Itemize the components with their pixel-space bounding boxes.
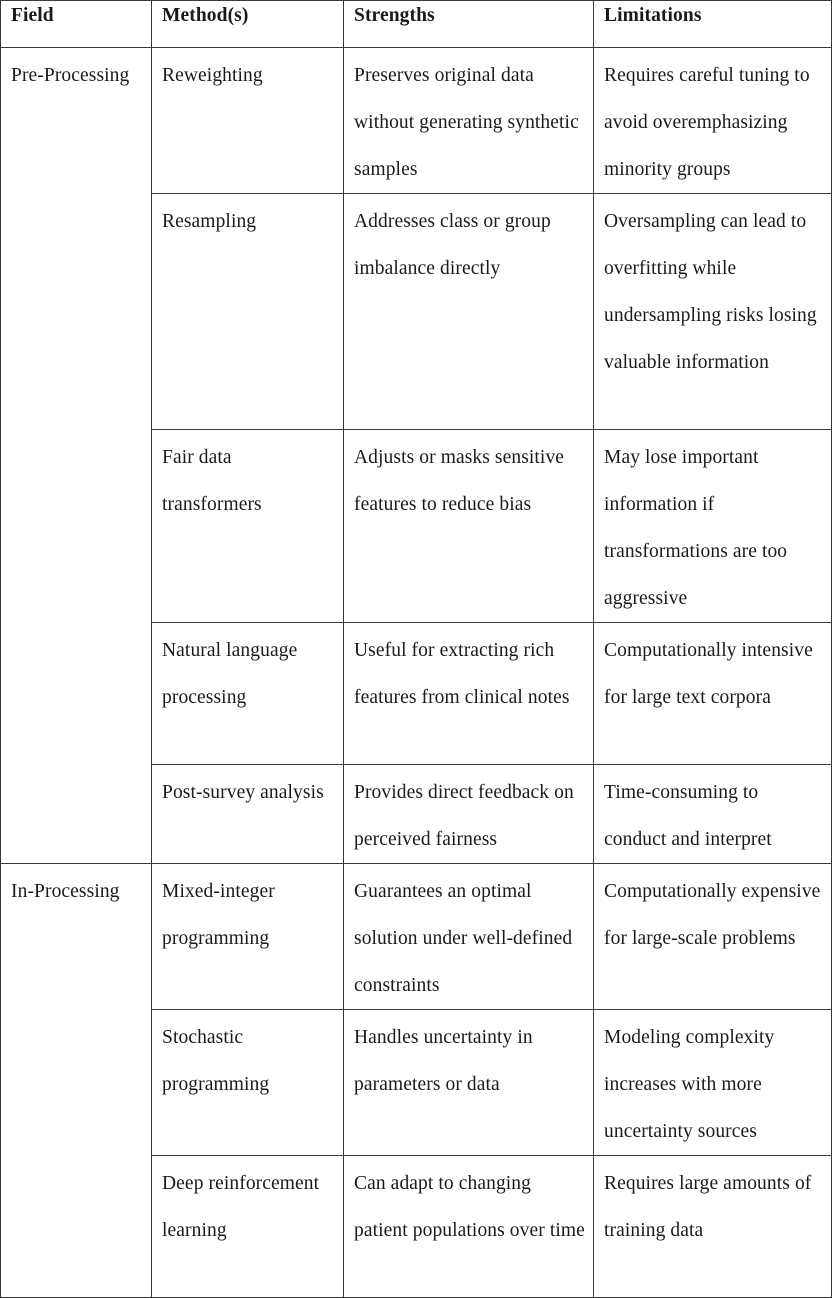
method-cell: Reweighting	[152, 48, 344, 194]
strengths-cell: Useful for extracting rich features from clinical notes	[344, 623, 594, 765]
strengths-cell: Preserves original data without generating synthetic samples	[344, 48, 594, 194]
limitations-cell: Computationally intensive for large text corpora	[594, 623, 832, 765]
method-cell: Resampling	[152, 194, 344, 430]
method-cell: Mixed-integer programming	[152, 864, 344, 1010]
strengths-cell: Provides direct feedback on perceived fairness	[344, 765, 594, 864]
limitations-cell: Modeling complexity increases with more uncertainty sources	[594, 1010, 832, 1156]
limitations-cell: Requires large amounts of training data	[594, 1156, 832, 1298]
header-field: Field	[1, 1, 152, 48]
limitations-cell: May lose important information if transformations are too aggressive	[594, 430, 832, 623]
header-methods: Method(s)	[152, 1, 344, 48]
strengths-cell: Adjusts or masks sensitive features to reduce bias	[344, 430, 594, 623]
limitations-cell: Computationally expensive for large-scale problems	[594, 864, 832, 1010]
method-cell: Stochastic programming	[152, 1010, 344, 1156]
field-cell-pre-processing: Pre-Processing	[1, 48, 152, 864]
limitations-cell: Oversampling can lead to overfitting while undersampling risks losing valuable information	[594, 194, 832, 430]
table-row	[1, 48, 832, 194]
header-limitations: Limitations	[594, 1, 832, 48]
limitations-cell: Time-consuming to conduct and interpret	[594, 765, 832, 864]
table-row	[1, 864, 832, 1010]
header-strengths: Strengths	[344, 1, 594, 48]
method-cell: Fair data transformers	[152, 430, 344, 623]
field-cell-in-processing: In-Processing	[1, 864, 152, 1298]
strengths-cell: Handles uncertainty in parameters or data	[344, 1010, 594, 1156]
strengths-cell: Addresses class or group imbalance directly	[344, 194, 594, 430]
method-cell: Deep reinforcement learning	[152, 1156, 344, 1298]
strengths-cell: Guarantees an optimal solution under well-defined constraints	[344, 864, 594, 1010]
method-cell: Post-survey analysis	[152, 765, 344, 864]
strengths-cell: Can adapt to changing patient populations over time	[344, 1156, 594, 1298]
limitations-cell: Requires careful tuning to avoid overemphasizing minority groups	[594, 48, 832, 194]
method-cell: Natural language processing	[152, 623, 344, 765]
table-header-row	[1, 1, 832, 48]
